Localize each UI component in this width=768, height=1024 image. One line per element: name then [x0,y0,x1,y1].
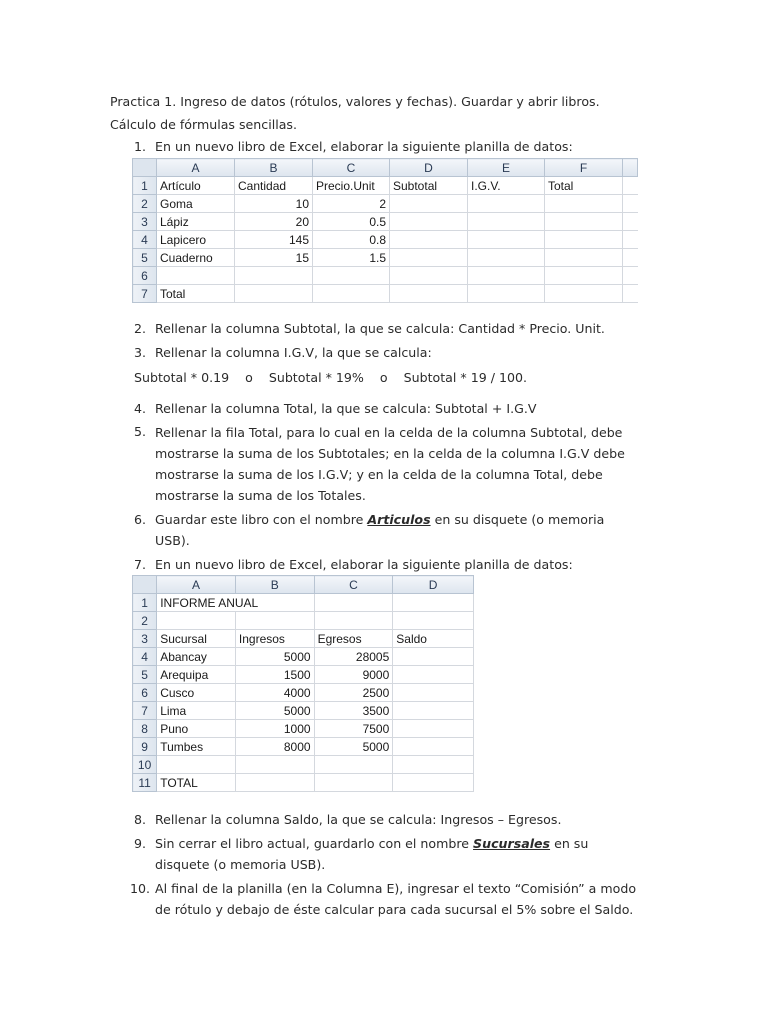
cell: 9000 [314,666,393,684]
cell [623,177,638,195]
cell: Arequipa [157,666,236,684]
col-header-extra [623,159,638,177]
cell [393,738,474,756]
item-text-10-line-1: Al final de la planilla (en la Columna E), ingresar el texto “Comisión” a modo [155,881,637,896]
cell [393,720,474,738]
row-header: 7 [133,702,157,720]
cell [545,285,623,303]
cell [390,285,468,303]
formula-line: Subtotal * 0.19 o Subtotal * 19% o Subtotal * 19 / 100. [134,370,528,385]
table-row [133,612,474,630]
row-header: 3 [133,213,157,231]
cell [235,756,314,774]
cell [390,249,468,267]
item-text-9-post: en su [550,836,589,851]
item-text-5-line-4: mostrarse la suma de los Totales. [155,488,366,503]
cell [468,213,545,231]
cell [393,702,474,720]
table-row [133,738,474,756]
cell [393,774,474,792]
item-text-6-post: en su disquete (o memoria [430,512,605,527]
cell: Saldo [393,630,474,648]
cell [468,249,545,267]
cell [393,684,474,702]
table-row [133,195,638,213]
cell [545,195,623,213]
cell: Artículo [157,177,235,195]
cell [235,285,313,303]
cell: 0.5 [313,213,390,231]
item-text-8: Rellenar la columna Saldo, la que se calcula: Ingresos – Egresos. [155,812,562,827]
col-header-c: C [313,159,390,177]
cell [157,267,235,285]
item-number-1: 1. [133,139,146,154]
item-number-6: 6. [133,512,146,527]
cell [393,594,474,612]
item-number-9: 9. [133,836,146,851]
intro-line-1: Practica 1. Ingreso de datos (rótulos, valores y fechas). Guardar y abrir libros. [110,94,600,109]
item-number-3: 3. [133,345,146,360]
cell: Goma [157,195,235,213]
corner-cell [133,576,157,594]
row-header: 4 [133,648,157,666]
cell: 15 [235,249,313,267]
cell [314,612,393,630]
cell [468,285,545,303]
item-number-10: 10. [130,881,151,896]
col-header-b: B [235,576,314,594]
row-header: 9 [133,738,157,756]
cell [545,213,623,231]
cell: Tumbes [157,738,236,756]
cell: Cusco [157,684,236,702]
cell: 5000 [314,738,393,756]
cell: Lápiz [157,213,235,231]
cell: Precio.Unit [313,177,390,195]
row-header: 6 [133,267,157,285]
cell [468,195,545,213]
cell: TOTAL [157,774,236,792]
spreadsheet-articulos [132,158,638,303]
cell [468,267,545,285]
item-text-9-line-2: disquete (o memoria USB). [155,857,326,872]
cell-title: INFORME ANUAL [157,594,314,612]
table-row [133,594,474,612]
cell: 1.5 [313,249,390,267]
row-header: 1 [133,594,157,612]
spreadsheet-sucursales [132,575,474,792]
cell: Total [545,177,623,195]
cell [468,231,545,249]
table-row [133,684,474,702]
table-row [133,249,638,267]
cell [313,285,390,303]
row-header: 6 [133,684,157,702]
cell [390,195,468,213]
cell: Cantidad [235,177,313,195]
col-header-f: F [545,159,623,177]
cell: 10 [235,195,313,213]
cell: 5000 [235,702,314,720]
cell [545,231,623,249]
item-number-7: 7. [133,557,146,572]
cell [157,756,236,774]
row-header: 10 [133,756,157,774]
cell: 0.8 [313,231,390,249]
cell [314,594,393,612]
cell: 5000 [235,648,314,666]
cell [545,249,623,267]
cell [393,666,474,684]
cell [623,267,638,285]
cell: 4000 [235,684,314,702]
item-text-3: Rellenar la columna I.G.V, la que se calcula: [155,345,432,360]
col-header-d: D [393,576,474,594]
item-text-6-pre: Guardar este libro con el nombre [155,512,368,527]
table-row [133,213,638,231]
cell [157,612,236,630]
col-header-e: E [468,159,545,177]
col-header-a: A [157,576,236,594]
cell [390,231,468,249]
cell [623,195,638,213]
item-text-6-line-1 [155,512,604,528]
col-header-d: D [390,159,468,177]
item-text-9-line-1 [155,836,588,852]
item-text-7: En un nuevo libro de Excel, elaborar la siguiente planilla de datos: [155,557,573,572]
cell: Abancay [157,648,236,666]
item-text-6-line-2: USB). [155,533,190,548]
cell: Total [157,285,235,303]
table-row [133,756,474,774]
cell [393,756,474,774]
item-number-2: 2. [133,321,146,336]
row-header: 2 [133,612,157,630]
cell [623,285,638,303]
item-text-1: En un nuevo libro de Excel, elaborar la siguiente planilla de datos: [155,139,573,154]
corner-cell [133,159,157,177]
table-row [133,177,638,195]
cell: 7500 [314,720,393,738]
cell [545,267,623,285]
cell [623,249,638,267]
cell [235,267,313,285]
cell: 28005 [314,648,393,666]
cell [393,648,474,666]
cell: Egresos [314,630,393,648]
cell [314,756,393,774]
row-header: 1 [133,177,157,195]
cell [623,231,638,249]
table-row [133,267,638,285]
cell [393,612,474,630]
cell: 8000 [235,738,314,756]
intro-line-2: Cálculo de fórmulas sencillas. [110,117,297,132]
table-row [133,285,638,303]
item-number-5: 5. [133,424,146,439]
table-row [133,666,474,684]
item-text-5-line-2: mostrarse la suma de los Subtotales; en la celda de la columna I.G.V debe [155,446,625,461]
table-row [133,630,474,648]
cell [623,213,638,231]
col-header-b: B [235,159,313,177]
row-header: 4 [133,231,157,249]
table-row [133,231,638,249]
cell: Subtotal [390,177,468,195]
cell [313,267,390,285]
table-row [133,648,474,666]
item-number-4: 4. [133,401,146,416]
item-number-8: 8. [133,812,146,827]
row-header: 11 [133,774,157,792]
row-header: 2 [133,195,157,213]
cell: Puno [157,720,236,738]
row-header: 5 [133,666,157,684]
cell: 20 [235,213,313,231]
item-text-10-line-2: de rótulo y debajo de éste calcular para cada sucursal el 5% sobre el Saldo. [155,902,634,917]
col-header-c: C [314,576,393,594]
table-row [133,702,474,720]
item-text-5-line-1: Rellenar la fila Total, para lo cual en la celda de la columna Subtotal, debe [155,425,623,440]
cell: Lapicero [157,231,235,249]
cell: 1500 [235,666,314,684]
row-header: 3 [133,630,157,648]
cell: Lima [157,702,236,720]
cell: 2 [313,195,390,213]
col-header-a: A [157,159,235,177]
cell: 2500 [314,684,393,702]
cell: Cuaderno [157,249,235,267]
cell [235,774,314,792]
row-header: 7 [133,285,157,303]
item-text-2: Rellenar la columna Subtotal, la que se calcula: Cantidad * Precio. Unit. [155,321,605,336]
cell [235,612,314,630]
cell: I.G.V. [468,177,545,195]
filename-sucursales: Sucursales [473,836,551,851]
item-text-4: Rellenar la columna Total, la que se calcula: Subtotal + I.G.V [155,401,537,416]
cell [314,774,393,792]
table-row [133,774,474,792]
item-text-5-line-3: mostrarse la suma de los I.G.V; y en la celda de la columna Total, debe [155,467,603,482]
row-header: 5 [133,249,157,267]
item-text-9-pre: Sin cerrar el libro actual, guardarlo con el nombre [155,836,474,851]
filename-articulos: Articulos [367,512,431,527]
row-header: 8 [133,720,157,738]
cell: 145 [235,231,313,249]
cell: 1000 [235,720,314,738]
cell: Ingresos [235,630,314,648]
cell: Sucursal [157,630,236,648]
cell: 3500 [314,702,393,720]
cell [390,213,468,231]
table-row [133,720,474,738]
cell [390,267,468,285]
